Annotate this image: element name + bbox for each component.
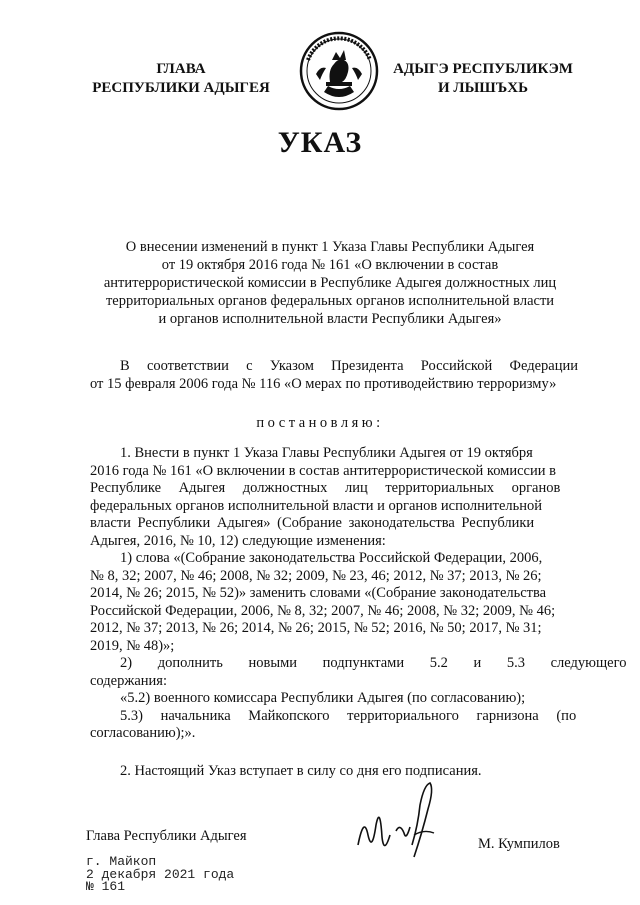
header-right-line1: АДЫГЭ РЕСПУБЛИКЭМ xyxy=(393,61,573,77)
preamble-word: Указом xyxy=(269,358,314,374)
preamble-word: соответствии xyxy=(146,358,229,374)
subject-line: от 19 октября 2016 года № 161 «О включении в состав xyxy=(161,257,499,273)
preamble-word: Президента xyxy=(331,358,404,374)
preamble-word: В xyxy=(120,358,130,374)
paragraph1-line: 1. Внести в пункт 1 Указа Главы Республики Адыгея от 19 октября xyxy=(120,445,533,461)
preamble-word: Российской xyxy=(420,358,493,374)
coat-of-arms-emblem xyxy=(298,30,380,112)
subitem1-line: 2014, № 26; 2015, № 52)» заменить словами «(Собрание законодательства xyxy=(90,585,547,601)
header-right-line2: И ЛЫШЪХЬ xyxy=(437,80,529,96)
decree-word: постановляю: xyxy=(256,415,384,431)
subitem2-line: содержания: xyxy=(90,672,168,689)
preamble-word: Федерации xyxy=(509,358,578,374)
decree-body xyxy=(90,445,627,743)
paragraph2: 2. Настоящий Указ вступает в силу со дня его подписания. xyxy=(120,763,482,779)
paragraph1-line: Адыгея, 2016, № 10, 12) следующие изменения: xyxy=(90,532,386,549)
paragraph1-line: федеральных органов исполнительной власти и органов исполнительной xyxy=(90,497,543,514)
header-left-title xyxy=(86,60,276,98)
item52-line: «5.2) военного комиссара Республики Адыгея (по согласованию); xyxy=(120,690,526,706)
signatory-title: Глава Республики Адыгея xyxy=(86,828,247,844)
footer-date: 2 декабря 2021 года xyxy=(86,866,235,882)
subitem1-line: 1) слова «(Собрание законодательства Российской Федерации, 2006, xyxy=(120,550,543,566)
header-left-line1: ГЛАВА xyxy=(156,61,206,77)
header-left-line2: РЕСПУБЛИКИ АДЫГЕЯ xyxy=(92,80,270,96)
subject-line: О внесении изменений в пункт 1 Указа Главы Республики Адыгея xyxy=(125,239,535,255)
subject-line: территориальных органов федеральных органов исполнительной власти xyxy=(105,293,555,309)
preamble-word: с xyxy=(246,358,253,374)
paragraph1-line: 2016 года № 161 «О включении в состав антитеррористической комиссии в xyxy=(90,462,556,479)
preamble-line-1 xyxy=(90,357,578,375)
footer-place: г. Майкоп xyxy=(86,854,157,869)
paragraph1-line-text: Республике Адыгея должностных лиц территориальных органов xyxy=(90,480,561,496)
preamble-line-2: от 15 февраля 2006 года № 116 «О мерах по противодействию терроризму» xyxy=(90,376,557,392)
subitem2-line: 2) дополнить новыми подпунктами 5.2 и 5.3 следующего xyxy=(120,655,627,671)
decree-subject xyxy=(90,238,570,328)
footer-number: № 161 xyxy=(86,879,126,894)
subitem1-line: Российской Федерации, 2006, № 8, 32; 2007, № 46; 2008, № 32; 2009, № 46; xyxy=(90,602,556,619)
subitem1-line: № 8, 32; 2007, № 46; 2008, № 32; 2009, № 23, 46; 2012, № 37; 2013, № 26; xyxy=(90,567,542,584)
subject-line: и органов исполнительной власти Республики Адыгея» xyxy=(158,311,502,327)
handwritten-signature xyxy=(350,775,460,865)
header-right-title xyxy=(388,60,578,98)
subject-line: антитеррористической комиссии в Республике Адыгея должностных лиц xyxy=(103,275,557,291)
subitem1-line: 2012, № 37; 2013, № 26; 2014, № 26; 2015, № 52; 2016, № 50; 2017, № 31; xyxy=(90,620,542,636)
item53-line: согласованию);». xyxy=(90,725,196,741)
decree-footer xyxy=(86,856,234,894)
signatory-name: М. Кумпилов xyxy=(478,836,560,852)
document-type-title: УКАЗ xyxy=(277,126,363,159)
preamble xyxy=(90,357,578,393)
subitem1-line: 2019, № 48)»; xyxy=(90,637,175,654)
paragraph1-line: власти Республики Адыгея» (Собрание законодательства Республики xyxy=(90,515,535,531)
item53-line: 5.3) начальника Майкопского территориального гарнизона (по xyxy=(120,707,577,724)
paragraph1-line xyxy=(90,480,578,498)
